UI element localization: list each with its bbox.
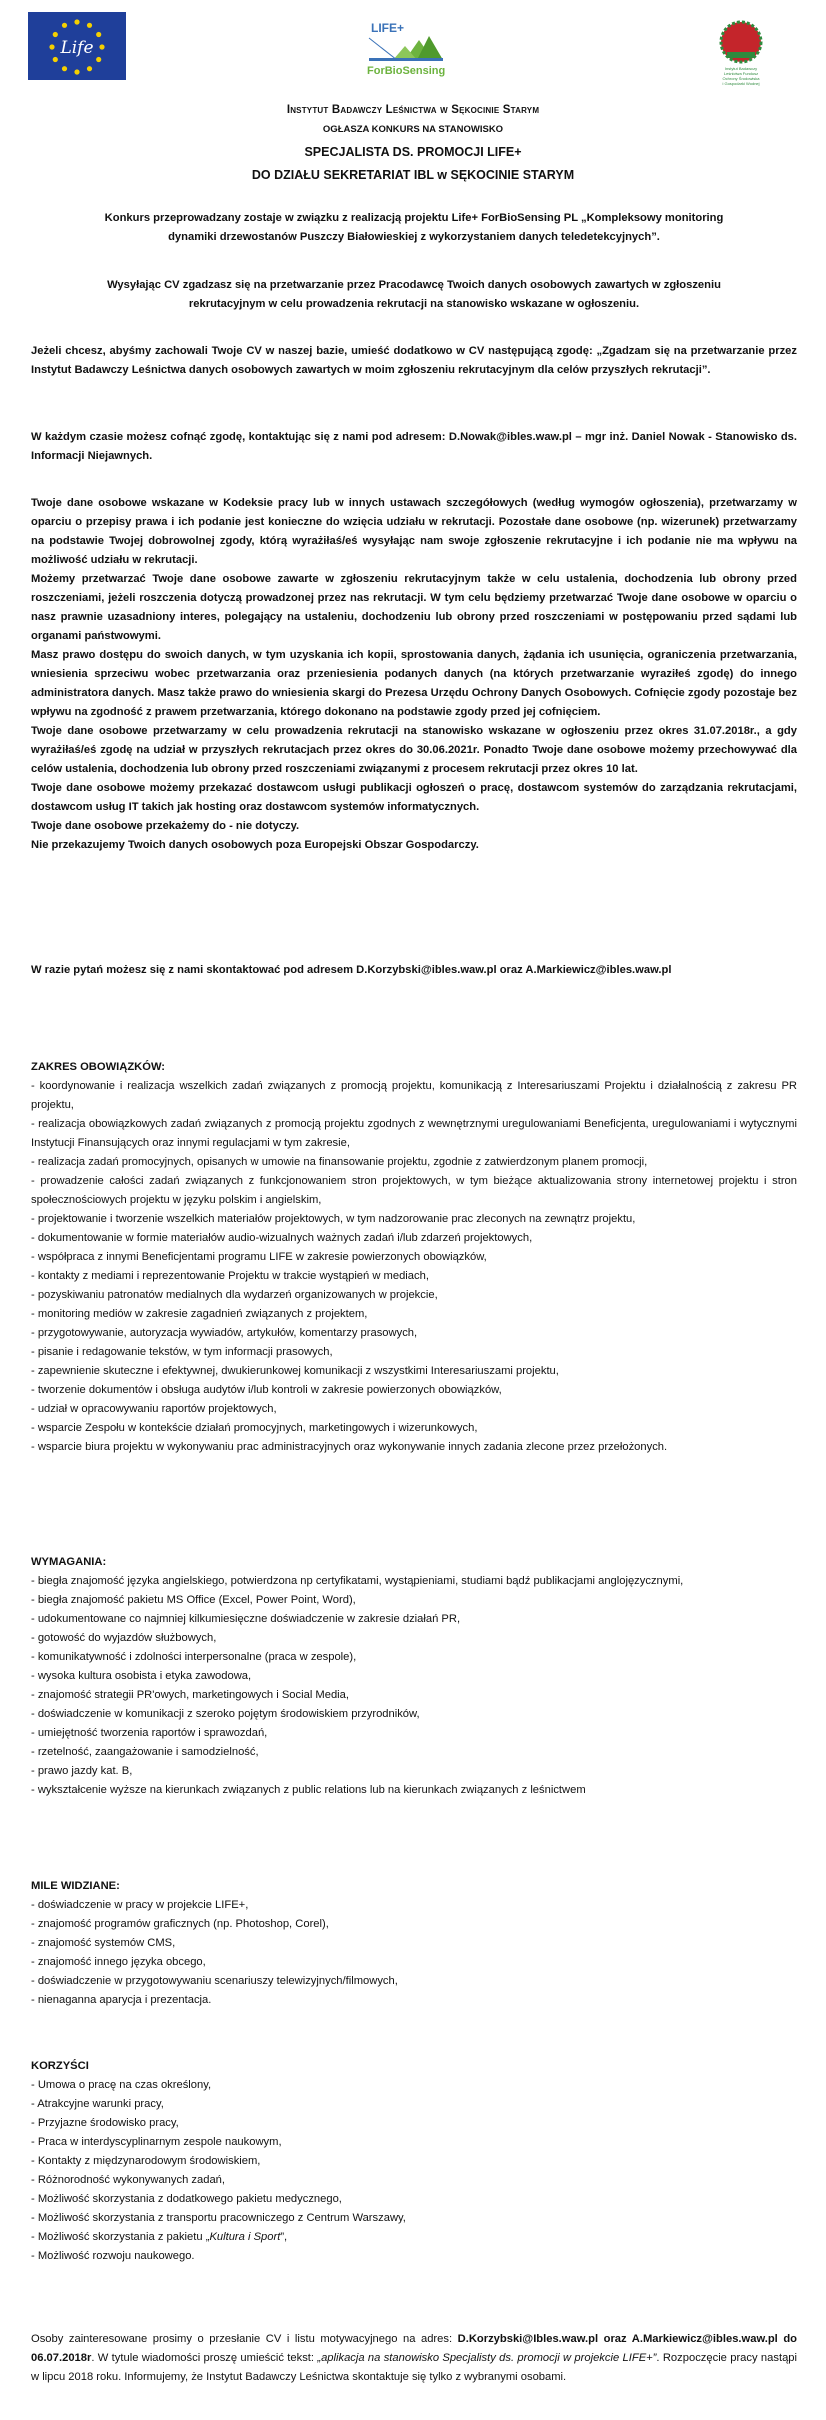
duty-item: - wsparcie Zespołu w kontekście działań promocyjnych, marketingowych i wizerunkowych, <box>31 1422 478 1434</box>
requirement-item: - doświadczenie w komunikacji z szeroko pojętym środowiskiem przyrodników, <box>31 1708 420 1720</box>
benefit-item: - Kontakty z międzynarodowym środowiskiem, <box>31 2155 261 2167</box>
duty-item: - koordynowanie i realizacja wszelkich zadań związanych z promocją projektu, komunikacją z Interesariuszami Projektu i działalnością z zakresu PR projektu, <box>31 1080 797 1111</box>
duty-item: - tworzenie dokumentów i obsługa audytów i/lub kontroli w zakresie powierzonych obowiązków, <box>31 1384 502 1396</box>
requirement-item: - wysoka kultura osobista i etyka zawodowa, <box>31 1670 252 1682</box>
gdpr-paragraph-5: Twoje dane osobowe możemy przekazać dostawcom usługi publikacji ogłoszeń o pracę, dostawcom systemów do zarządzania rekrutacjami, dostawcom usług IT takich jak hosting oraz dostawcom systemów informatycznych. <box>31 782 797 813</box>
project-info-line-1: Konkurs przeprowadzany zostaje w związku z realizacją projektu Life+ ForBioSensing PL „Kompleksowy monitoring <box>104 212 724 224</box>
benefit-culture-name: Kultura i Sport <box>209 2231 281 2243</box>
email-subject-text: „aplikacja na stanowisko Specjalisty ds. promocji w projekcie LIFE+” <box>317 2352 657 2364</box>
requirement-item: - biegła znajomość języka angielskiego, potwierdzona np certyfikatami, wystąpieniami, studiami bądź publikacjami anglojęzycznymi, <box>31 1575 684 1587</box>
gdpr-paragraph-4: Twoje dane osobowe przetwarzamy w celu prowadzenia rekrutacji na stanowisko wskazane w ogłoszeniu przez okres 31.07.2018r., a gdy wyrażiłaś/eś zgodę na udział w przyszłych rekrutacjach przez okres do 30.06.2021r. Ponadto Twoje dane osobowe możemy przechowywać dla celów ustalenia, dochodzenia lub obrony przed roszczeniami związanymi z procesem rekrutacji przez okres 10 lat. <box>31 725 797 775</box>
future-recruitment-consent: Jeżeli chcesz, abyśmy zachowali Twoje CV w naszej bazie, umieść dodatkowo w CV następującą zgodę: „Zgadzam się na przetwarzanie przez Instytut Badawczy Leśnictwa danych osobowych zawartych w moim zgłoszeniu rekrutacyjnym dla celów przyszłych rekrutacji”. <box>31 345 797 376</box>
institute-name: Instytut Badawczy Leśnictwa w Sękocinie Starym <box>286 104 540 116</box>
duty-item: - wsparcie biura projektu w wykonywaniu prac administracyjnych oraz wykonywanie innych zadania zlecone przez przełożonych. <box>31 1441 668 1453</box>
benefit-item: - Możliwość skorzystania z dodatkowego pakietu medycznego, <box>31 2193 342 2205</box>
duties-section <box>31 1058 797 1457</box>
forbiosensing-logo <box>365 20 447 84</box>
requirement-item: - prawo jazdy kat. B, <box>31 1765 133 1777</box>
fund-emblem-icon <box>713 18 769 94</box>
closing-text-4: . W tytule wiadomości proszę umieścić tekst: <box>91 2352 318 2364</box>
benefit-item: - Atrakcyjne warunki pracy, <box>31 2098 164 2110</box>
department-title: DO DZIAŁU SEKRETARIAT IBL w SĘKOCINIE STARYM <box>251 168 575 182</box>
nice-to-have-item: - doświadczenie w pracy w projekcie LIFE+, <box>31 1899 249 1911</box>
duty-item: - udział w opracowywaniu raportów projektowych, <box>31 1403 277 1415</box>
gdpr-paragraph-3: Masz prawo dostępu do swoich danych, w tym uzyskania ich kopii, sprostowania danych, żądania ich usunięcia, ograniczenia przetwarzania, wniesienia sprzeciwu wobec przetwarzania oraz przeniesienia podanych danych (na których przetwarzanie wyraziłeś zgodę) do innego administratora danych. Masz także prawo do wniesienia skargi do Prezesa Urzędu Ochrony Danych Osobowych. Cofnięcie zgody pozostaje bez wpływu na zgodność z prawem przetwarzania, którego dokonano na podstawie zgody przed jej cofnięciem. <box>31 649 797 718</box>
nfosigw-logo <box>713 18 769 94</box>
forbiosensing-logo-text: ForBioSensing <box>367 65 446 77</box>
duty-item: - prowadzenie całości zadań związanych z funkcjonowaniem stron projektowych, w tym bieżące aktualizowania strony internetowej projektu i stron społecznościowych projektu w języku polskim i angielskim, <box>31 1175 797 1206</box>
announcement-line: OGŁASZA KONKURS NA STANOWISKO <box>322 124 504 135</box>
gdpr-paragraph-6: Twoje dane osobowe przekażemy do - nie dotyczy. <box>31 820 300 832</box>
nice-to-have-item: - znajomość innego języka obcego, <box>31 1956 206 1968</box>
ibl-logo-text-3: Ochrony Środowiska <box>722 76 760 81</box>
eu-stars-icon <box>28 12 126 80</box>
closing-text-3: do <box>777 2333 798 2345</box>
requirement-item: - rzetelność, zaangażowanie i samodzielność, <box>31 1746 259 1758</box>
requirement-item: - znajomość strategii PR'owych, marketingowych i Social Media, <box>31 1689 349 1701</box>
gdpr-paragraph-7: Nie przekazujemy Twoich danych osobowych poza Europejski Obszar Gospodarczy. <box>31 839 479 851</box>
eu-life-logo <box>28 12 126 80</box>
application-email-2[interactable]: A.Markiewicz@ibles.waw.pl <box>631 2333 778 2345</box>
duties-title: ZAKRES OBOWIĄZKÓW: <box>31 1061 166 1073</box>
application-email-1[interactable]: D.Korzybski@Ibles.waw.pl <box>457 2333 599 2345</box>
nice-to-have-title: MILE WIDZIANE: <box>31 1880 120 1892</box>
benefit-item: - Przyjazne środowisko pracy, <box>31 2117 179 2129</box>
duty-item: - współpraca z innymi Beneficjentami programu LIFE w zakresie powierzonych obowiązków, <box>31 1251 487 1263</box>
nice-to-have-section <box>31 1877 797 2010</box>
benefit-item-culture <box>31 2228 797 2247</box>
duty-item: - kontakty z mediami i reprezentowanie Projektu w trakcie wystąpień w mediach, <box>31 1270 429 1282</box>
nice-to-have-item: - znajomość systemów CMS, <box>31 1937 176 1949</box>
gdpr-paragraph-2: Możemy przetwarzać Twoje dane osobowe zawarte w zgłoszeniu rekrutacyjnym także w celu ustalenia, dochodzenia lub obrony przed roszczeniami, jeżeli roszczenia dotyczą prowadzonej przez nas rekrutacji. W tym celu będziemy przetwarzać Twoje dane osobowe w oparciu o nasz prawnie uzasadniony interes, polegający na ustaleniu, dochodzeniu lub obrony przed roszczeniami w postępowaniu przed sądami lub organami państwowymi. <box>31 573 797 642</box>
application-deadline: 06.07.2018r <box>31 2352 92 2364</box>
duty-item: - realizacja obowiązkowych zadań związanych z promocją projektu zgodnych z wewnętrznymi uregulowaniami Beneficjenta, uregulowaniami i wytycznymi Instytucji Finansujących oraz innymi regulacjami w tym zakresie, <box>31 1118 797 1149</box>
project-info-line-2: dynamiki drzewostanów Puszczy Białowieskiej z wykorzystaniem danych teledetekcyjnych”. <box>168 231 660 243</box>
ibl-logo-text-1: Instytut Badawczy <box>724 66 758 71</box>
duty-item: - dokumentowanie w formie materiałów audio-wizualnych ważnych zadań i/lub zdarzeń projektowych, <box>31 1232 533 1244</box>
contact-info: W razie pytań możesz się z nami skontaktować pod adresem D.Korzybski@ibles.waw.pl oraz A.Markiewicz@ibles.waw.pl <box>31 964 672 976</box>
closing-text-1: Osoby zainteresowane prosimy o przesłanie CV i listu motywacyjnego na adres: <box>31 2333 458 2345</box>
gdpr-paragraph-1: Twoje dane osobowe wskazane w Kodeksie pracy lub w innych ustawach szczegółowych (według wymogów ogłoszenia), przetwarzamy w oparciu o przepisy prawa i ich podanie jest konieczne do wzięcia udziału w rekrutacji. Pozostałe dane osobowe (np. wizerunek) przetwarzamy na podstawie Twojej dobrowolnej zgody, którą wyrażiłaś/eś wysyłając nam swoje zgłoszenie rekrutacyjne i ich podanie nie ma wpływu na możliwość udziału w rekrutacji. <box>31 497 797 566</box>
requirements-list <box>31 1572 797 1800</box>
application-instructions <box>31 2330 797 2387</box>
gdpr-clause <box>31 494 797 855</box>
ibl-logo-text-2: Leśnictwa Fundusz <box>723 71 759 76</box>
consent-info <box>31 276 797 314</box>
eu-logo-text: Life <box>60 38 94 58</box>
consent-withdrawal: W każdym czasie możesz cofnąć zgodę, kontaktując się z nami pod adresem: D.Nowak@ibles.waw.pl – mgr inż. Daniel Nowak - Stanowisko ds. Informacji Niejawnych. <box>31 431 797 462</box>
benefit-culture-suffix: ”, <box>280 2231 288 2243</box>
nice-to-have-list <box>31 1896 797 2010</box>
requirement-item: - umiejętność tworzenia raportów i sprawozdań, <box>31 1727 268 1739</box>
duties-list <box>31 1077 797 1457</box>
closing-text-2: oraz <box>598 2333 632 2345</box>
benefits-list <box>31 2076 797 2228</box>
position-title: SPECJALISTA DS. PROMOCJI LIFE+ <box>304 145 522 159</box>
consent-info-line-2: rekrutacyjnym w celu prowadzenia rekrutacji na stanowisko wskazane w ogłoszeniu. <box>188 298 640 310</box>
duty-item: - pozyskiwaniu patronatów medialnych dla wydarzeń organizowanych w projekcie, <box>31 1289 438 1301</box>
closing-text-5: . Rozpoczęcie pracy nastąpi w lipcu 2018 roku. Informujemy, że Instytut Badawczy Leśnictwa skontaktuje się tylko z wybranymi osobami. <box>31 2352 797 2383</box>
consent-info-line-1: Wysyłając CV zgadzasz się na przetwarzanie przez Pracodawcę Twoich danych osobowych zawartych w zgłoszeniu <box>107 279 721 291</box>
benefit-item: - Różnorodność wykonywanych zadań, <box>31 2174 226 2186</box>
requirement-item: - komunikatywność i zdolności interpersonalne (praca w zespole), <box>31 1651 357 1663</box>
benefits-section <box>31 2057 797 2266</box>
duty-item: - pisanie i redagowanie tekstów, w tym informacji prasowych, <box>31 1346 333 1358</box>
requirement-item: - gotowość do wyjazdów służbowych, <box>31 1632 217 1644</box>
nice-to-have-item: - znajomość programów graficznych (np. Photoshop, Corel), <box>31 1918 329 1930</box>
requirement-item: - udokumentowane co najmniej kilkumiesięczne doświadczenie w zakresie działań PR, <box>31 1613 461 1625</box>
benefit-item: - Możliwość skorzystania z transportu pracowniczego z Centrum Warszawy, <box>31 2212 406 2224</box>
duty-item: - monitoring mediów w zakresie zagadnień związanych z projektem, <box>31 1308 368 1320</box>
requirements-title: WYMAGANIA: <box>31 1556 107 1568</box>
duty-item: - przygotowywanie, autoryzacja wywiadów, artykułów, komentarzy prasowych, <box>31 1327 418 1339</box>
life-logo-text: LIFE+ <box>371 21 405 35</box>
benefit-item: - Umowa o pracę na czas określony, <box>31 2079 212 2091</box>
benefit-item: - Praca w interdyscyplinarnym zespole naukowym, <box>31 2136 282 2148</box>
forest-icon <box>365 20 447 84</box>
requirement-item: - biegła znajomość pakietu MS Office (Excel, Power Point, Word), <box>31 1594 356 1606</box>
requirement-item: - wykształcenie wyższe na kierunkach związanych z public relations lub na kierunkach związanych z leśnictwem <box>31 1784 586 1796</box>
benefits-title: KORZYŚCI <box>31 2060 89 2072</box>
benefit-item-development: - Możliwość rozwoju naukowego. <box>31 2250 195 2262</box>
requirements-section <box>31 1553 797 1800</box>
nice-to-have-item: - nienaganna aparycja i prezentacja. <box>31 1994 212 2006</box>
duty-item: - projektowanie i tworzenie wszelkich materiałów projektowych, w tym nadzorowanie prac zleconych na zewnątrz projektu, <box>31 1213 636 1225</box>
duty-item: - realizacja zadań promocyjnych, opisanych w umowie na finansowanie projektu, zgodnie z zatwierdzonym planem promocji, <box>31 1156 648 1168</box>
ibl-logo-text-4: i Gospodarki Wodnej <box>722 81 760 86</box>
duty-item: - zapewnienie skuteczne i efektywnej, dwukierunkowej komunikacji z wszystkimi Interesariuszami projektu, <box>31 1365 559 1377</box>
project-info <box>31 209 797 247</box>
nice-to-have-item: - doświadczenie w przygotowywaniu scenariuszy telewizyjnych/filmowych, <box>31 1975 398 1987</box>
benefit-culture-prefix: - Możliwość skorzystania z pakietu „ <box>31 2231 210 2243</box>
